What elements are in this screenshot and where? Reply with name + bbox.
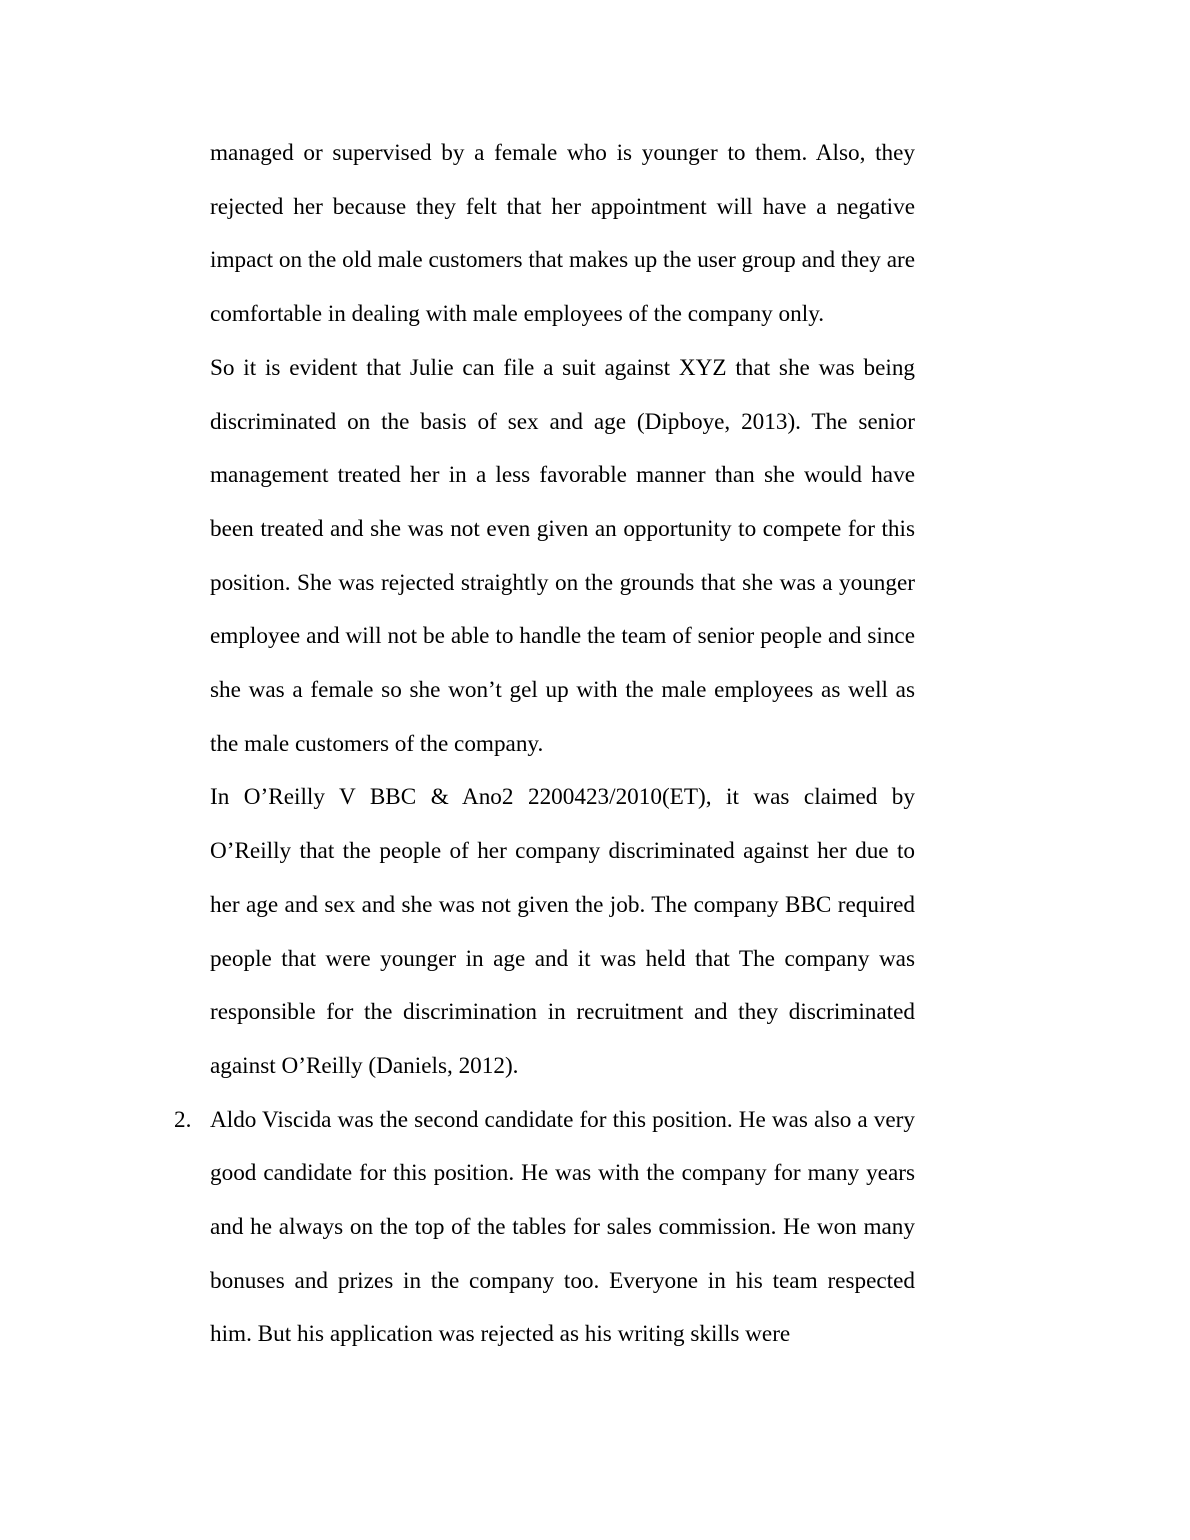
paragraph-continued: managed or supervised by a female who is younger to them. Also, they rejected her because they felt that her appointment will have a negative impact on the old male customers that makes up the user group and they are comfortable in dealing with male employees of the company only. — [210, 140, 915, 328]
document-body — [174, 127, 915, 1362]
paragraph-julie-claim: So it is evident that Julie can file a suit against XYZ that she was being discriminated on the basis of sex and age (Dipboye, 2013). The senior management treated her in a less favorable manner than she would have been treated and she was not even given an opportunity to compete for this position. She was rejected straightly on the grounds that she was a younger employee and will not be able to handle the team of senior people and since she was a female so she won’t gel up with the male employees as well as the male customers of the company. — [210, 354, 915, 757]
list-item-text: Aldo Viscida was the second candidate for this position. He was also a very good candidate for this position. He was with the company for many years and he always on the top of the tables for sales commission. He won many bonuses and prizes in the company too. Everyone in his team respected him. But his application was rejected as his writing skills were — [210, 1106, 915, 1348]
list-item-aldo-viscida — [174, 1094, 915, 1363]
paragraph-oreilly-case: In O’Reilly V BBC & Ano2 2200423/2010(ET), it was claimed by O’Reilly that the people of her company discriminated against her due to her age and sex and she was not given the job. The company BBC required people that were younger in age and it was held that The company was responsible for the discrimination in recruitment and they discriminated against O’Reilly (Daniels, 2012). — [210, 784, 915, 1079]
list-number: 2. — [174, 1106, 192, 1133]
